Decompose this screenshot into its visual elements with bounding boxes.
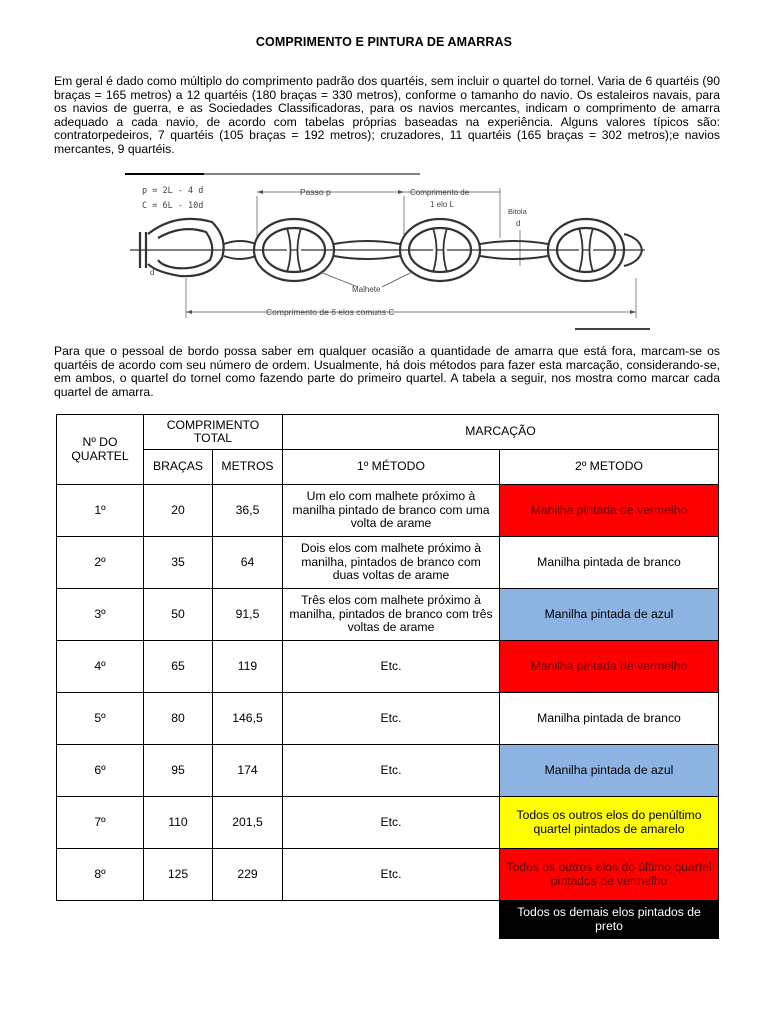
bitola-label: Bitola [508, 207, 527, 216]
elo-l-label: 1 elo L [430, 200, 455, 209]
table-row-note [57, 901, 719, 939]
row-bracas: 20 [144, 485, 213, 537]
table-row [57, 485, 719, 537]
formula-c: C = 6L - 10d [142, 201, 204, 211]
row-metodo2: Manilha pintada de azul [500, 745, 719, 797]
row-quartel: 1º [57, 485, 144, 537]
bitola-d-label: d [516, 219, 521, 228]
table-row [57, 641, 719, 693]
row-metodo1: Etc. [283, 849, 500, 901]
row-quartel: 4º [57, 641, 144, 693]
last-note: Todos os demais elos pintados de preto [500, 901, 719, 939]
marking-table [56, 414, 719, 939]
row-quartel: 5º [57, 693, 144, 745]
table-row [57, 537, 719, 589]
row-metodo2: Manilha pintada de branco [500, 693, 719, 745]
row-quartel: 2º [57, 537, 144, 589]
row-metros: 201,5 [213, 797, 283, 849]
row-metodo2: Manilha pintada de vermelho [500, 641, 719, 693]
row-bracas: 110 [144, 797, 213, 849]
header-metros: METROS [213, 450, 283, 485]
row-metros: 64 [213, 537, 283, 589]
row-metodo2: Todos os outros elos do penúltimo quartel pintados de amarelo [500, 797, 719, 849]
row-metodo1: Um elo com malhete próximo à manilha pintado de branco com uma volta de arame [283, 485, 500, 537]
row-metodo1: Etc. [283, 641, 500, 693]
table-row [57, 797, 719, 849]
header-marcacao: MARCAÇÃO [283, 415, 719, 450]
header-metodo1: 1º MÉTODO [283, 450, 500, 485]
row-quartel: 3º [57, 589, 144, 641]
chain-diagram [120, 168, 654, 333]
row-bracas: 35 [144, 537, 213, 589]
d-label: d [150, 268, 155, 277]
row-metros: 174 [213, 745, 283, 797]
row-bracas: 80 [144, 693, 213, 745]
row-metodo2: Todos os outros elos do último quartel pintados de vermelho [500, 849, 719, 901]
comprimento-elo-label: Comprimento de [410, 188, 470, 197]
table-row [57, 849, 719, 901]
marking-paragraph: Para que o pessoal de bordo possa saber em qualquer ocasião a quantidade de amarra que está fora, marcam-se os quartéis de acordo com seu número de ordem. Usualmente, há dois métodos para fazer esta marcação, considerando-se, em ambos, o quartel do tornel como fazendo parte do primeiro quartel. A tabela a seguir, nos mostra como marcar cada quartel de amarra. [54, 344, 720, 399]
row-metros: 36,5 [213, 485, 283, 537]
row-metros: 91,5 [213, 589, 283, 641]
row-metros: 146,5 [213, 693, 283, 745]
row-metodo1: Três elos com malhete próximo à manilha, pintados de branco com três voltas de arame [283, 589, 500, 641]
row-quartel: 6º [57, 745, 144, 797]
row-metros: 229 [213, 849, 283, 901]
header-bracas: BRAÇAS [144, 450, 213, 485]
table-row [57, 745, 719, 797]
table-row [57, 693, 719, 745]
header-comprimento: COMPRIMENTO TOTAL [144, 415, 283, 450]
malhete-label: Malhete [352, 285, 381, 294]
row-metodo1: Etc. [283, 693, 500, 745]
row-metodo2: Manilha pintada de azul [500, 589, 719, 641]
passo-label: Passo p [300, 187, 331, 197]
row-bracas: 95 [144, 745, 213, 797]
formula-p: p = 2L - 4 d [142, 186, 204, 196]
header-quartel: Nº DO QUARTEL [57, 415, 144, 485]
row-bracas: 65 [144, 641, 213, 693]
row-metodo1: Etc. [283, 745, 500, 797]
row-quartel: 8º [57, 849, 144, 901]
row-metodo2: Manilha pintada de vermelho [500, 485, 719, 537]
intro-paragraph: Em geral é dado como múltiplo do comprimento padrão dos quartéis, sem incluir o quartel do tornel. Varia de 6 quartéis (90 braças = 165 metros) a 12 quartéis (180 braças = 330 metros), conforme o tamanho do navio. Os estaleiros navais, para os navios de guerra, e as Sociedades Classificadoras, para os navios mercantes, indicam o comprimento de amarra adequado a cada navio, de acordo com tabelas próprias baseadas na experiência. Alguns valores típicos são: contratorpedeiros, 7 quartéis (105 braças = 192 metros); cruzadores, 11 quartéis (165 braças = 302 metros);e navios mercantes, 9 quartéis. [54, 74, 720, 156]
page-title: COMPRIMENTO E PINTURA DE AMARRAS [255, 35, 513, 49]
row-metodo1: Dois elos com malhete próximo à manilha, pintados de branco com duas voltas de arame [283, 537, 500, 589]
row-bracas: 50 [144, 589, 213, 641]
row-bracas: 125 [144, 849, 213, 901]
row-quartel: 7º [57, 797, 144, 849]
comprimento-6-label: Comprimento de 6 elos comuns C [266, 307, 395, 317]
row-metodo1: Etc. [283, 797, 500, 849]
row-metodo2: Manilha pintada de branco [500, 537, 719, 589]
table-row [57, 589, 719, 641]
header-metodo2: 2º METODO [500, 450, 719, 485]
row-metros: 119 [213, 641, 283, 693]
